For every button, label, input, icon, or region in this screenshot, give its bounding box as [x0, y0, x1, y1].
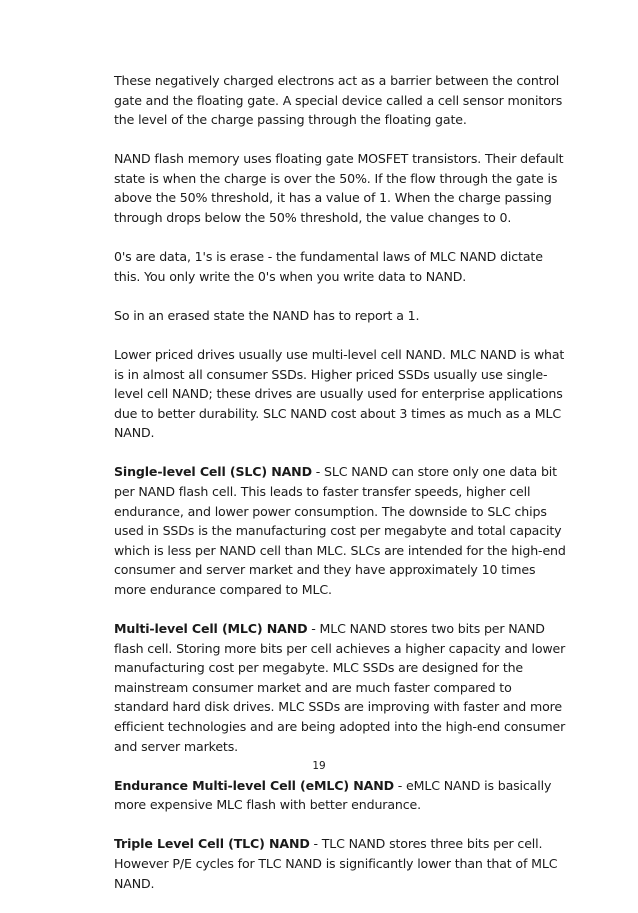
paragraph-text: - TLC NAND stores three bits per cell. However P/E cycles for TLC NAND is significantly lower than that of MLC NAND. — [114, 836, 558, 891]
paragraph-text: These negatively charged electrons act as a barrier between the control gate and the floating gate. A special device called a cell sensor monitors the level of the charge passing through the floating gate. — [114, 73, 563, 128]
paragraph-text: Lower priced drives usually use multi-level cell NAND. MLC NAND is what is in almost all consumer SSDs. Higher priced SSDs usually use single-level cell NAND; these drives are usually used for enterprise applications due to better durability. SLC NAND cost about 3 times as much as a MLC NAND. — [114, 346, 565, 441]
paragraph-text: - MLC NAND stores two bits per NAND flash cell. Storing more bits per cell achieves a higher capacity and lower manufacturing cost per megabyte. MLC SSDs are designed for the mainstream consumer market and are much faster compared to standard hard disk drives. MLC SSDs are improving with faster and more efficient technologies and are being adopted into the high-end consumer and server markets. — [114, 621, 566, 754]
paragraph-text: NAND flash memory uses floating gate MOSFET transistors. Their default state is when the charge is over the 50%. If the flow through the gate is above the 50% threshold, it has a value of 1. When the charge passing through drops below the 50% threshold, the value changes to 0. — [114, 151, 564, 226]
paragraph-slc-nand — [114, 462, 566, 599]
paragraph-electrons-barrier — [114, 71, 566, 130]
term-slc-nand: Single-level Cell (SLC) NAND — [114, 464, 312, 480]
paragraph-text: 0's are data, 1's is erase - the fundamental laws of MLC NAND dictate this. You only write the 0's when you write data to NAND. — [114, 249, 543, 284]
paragraph-floating-gate-mosfet — [114, 149, 566, 227]
page-body — [114, 71, 566, 913]
paragraph-mlc-nand — [114, 619, 566, 756]
paragraph-text: - SLC NAND can store only one data bit per NAND flash cell. This leads to faster transfer speeds, higher cell endurance, and lower power consumption. The downside to SLC chips used in SSDs is the manufacturing cost per megabyte and total capacity which is less per NAND cell than MLC. SLCs are intended for the high-end consumer and server market and they have approximately 10 times more endurance compared to MLC. — [114, 464, 566, 597]
paragraph-text: So in an erased state the NAND has to report a 1. — [114, 307, 420, 323]
paragraph-data-erase-law — [114, 247, 566, 286]
paragraph-text: - eMLC NAND is basically more expensive MLC flash with better endurance. — [114, 777, 552, 813]
paragraph-emlc-nand — [114, 776, 566, 815]
paragraph-tlc-nand — [114, 834, 566, 893]
paragraph-erased-state — [114, 306, 566, 326]
term-emlc-nand: Endurance Multi-level Cell (eMLC) NAND — [114, 777, 394, 793]
term-mlc-nand: Multi-level Cell (MLC) NAND — [114, 621, 308, 637]
term-tlc-nand: Triple Level Cell (TLC) NAND — [114, 836, 310, 852]
paragraph-drive-pricing — [114, 345, 566, 443]
page-number: 19 — [312, 760, 326, 772]
